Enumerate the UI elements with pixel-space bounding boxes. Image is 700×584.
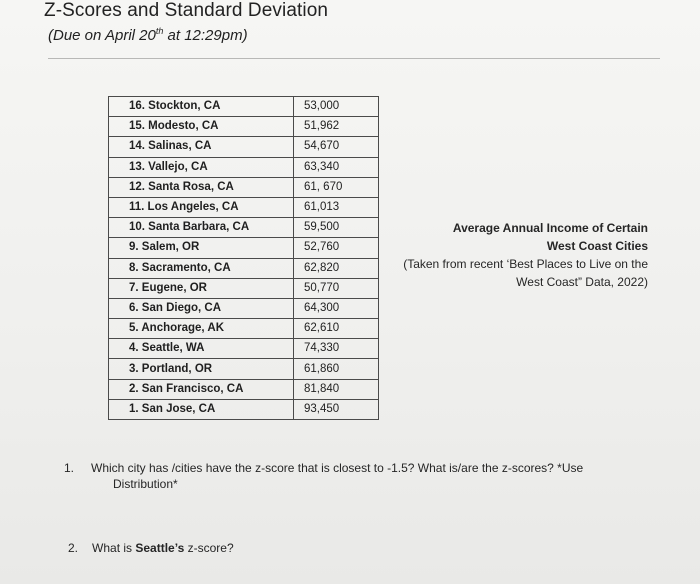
city-cell: 16. Stockton, CA	[109, 97, 294, 117]
city-cell: 14. Salinas, CA	[109, 137, 294, 157]
city-cell: 10. Santa Barbara, CA	[109, 218, 294, 238]
table-row	[109, 258, 379, 278]
question-2-text	[92, 541, 234, 555]
income-cell: 64,300	[294, 298, 379, 318]
income-cell: 62,610	[294, 319, 379, 339]
page-title: Z-Scores and Standard Deviation	[44, 0, 329, 21]
income-table	[108, 96, 379, 420]
table-row	[109, 218, 379, 238]
income-cell: 93,450	[294, 399, 379, 419]
income-cell: 61, 670	[294, 177, 379, 197]
income-cell: 51,962	[294, 117, 379, 137]
table-row	[109, 157, 379, 177]
table-row	[109, 298, 379, 318]
table-row	[109, 278, 379, 298]
table-row	[109, 97, 379, 117]
question-2-city: Seattle’s	[135, 541, 185, 555]
income-cell: 52,760	[294, 238, 379, 258]
table-row	[109, 137, 379, 157]
city-cell: 8. Sacramento, CA	[109, 258, 294, 278]
table-row	[109, 339, 379, 359]
caption-line-3: (Taken from recent ‘Best Places to Live on the	[403, 257, 648, 271]
city-cell: 3. Portland, OR	[109, 359, 294, 379]
caption-line-4: West Coast” Data, 2022)	[516, 275, 648, 289]
due-prefix: (Due on April 20	[48, 27, 156, 44]
income-cell: 63,340	[294, 157, 379, 177]
city-cell: 15. Modesto, CA	[109, 117, 294, 137]
table-row	[109, 177, 379, 197]
income-cell: 74,330	[294, 339, 379, 359]
table-row	[109, 238, 379, 258]
city-cell: 12. Santa Rosa, CA	[109, 177, 294, 197]
question-1-text: Which city has /cities have the z-score that is closest to -1.5? What is/are the z-scores? *Use	[91, 461, 584, 475]
income-cell: 81,840	[294, 379, 379, 399]
table-row	[109, 399, 379, 419]
city-cell: 1. San Jose, CA	[109, 399, 294, 419]
income-cell: 53,000	[294, 97, 379, 117]
due-date	[48, 26, 248, 44]
income-cell: 54,670	[294, 137, 379, 157]
city-cell: 2. San Francisco, CA	[109, 379, 294, 399]
question-2	[68, 541, 234, 555]
question-1-text-continued: Distribution*	[113, 477, 178, 491]
income-cell: 59,500	[294, 218, 379, 238]
city-cell: 13. Vallejo, CA	[109, 157, 294, 177]
table-row	[109, 319, 379, 339]
table-row	[109, 359, 379, 379]
table-row	[109, 197, 379, 217]
table-caption	[395, 219, 648, 291]
income-cell: 50,770	[294, 278, 379, 298]
question-1-number: 1.	[64, 461, 75, 475]
table-row	[109, 117, 379, 137]
city-cell: 7. Eugene, OR	[109, 278, 294, 298]
city-cell: 11. Los Angeles, CA	[109, 197, 294, 217]
question-2-suffix: z-score?	[184, 541, 234, 555]
income-cell: 62,820	[294, 258, 379, 278]
city-cell: 6. San Diego, CA	[109, 298, 294, 318]
question-2-number: 2.	[68, 541, 79, 555]
income-cell: 61,860	[294, 359, 379, 379]
city-cell: 5. Anchorage, AK	[109, 319, 294, 339]
income-cell: 61,013	[294, 197, 379, 217]
caption-line-1: Average Annual Income of Certain	[452, 221, 648, 235]
due-sup: th	[155, 26, 164, 36]
due-suffix: at 12:29pm)	[163, 27, 248, 44]
city-cell: 4. Seattle, WA	[109, 339, 294, 359]
caption-line-2: West Coast Cities	[546, 239, 648, 253]
question-2-prefix: What is	[92, 541, 136, 555]
city-cell: 9. Salem, OR	[109, 238, 294, 258]
table-row	[109, 379, 379, 399]
header-divider	[48, 58, 660, 59]
